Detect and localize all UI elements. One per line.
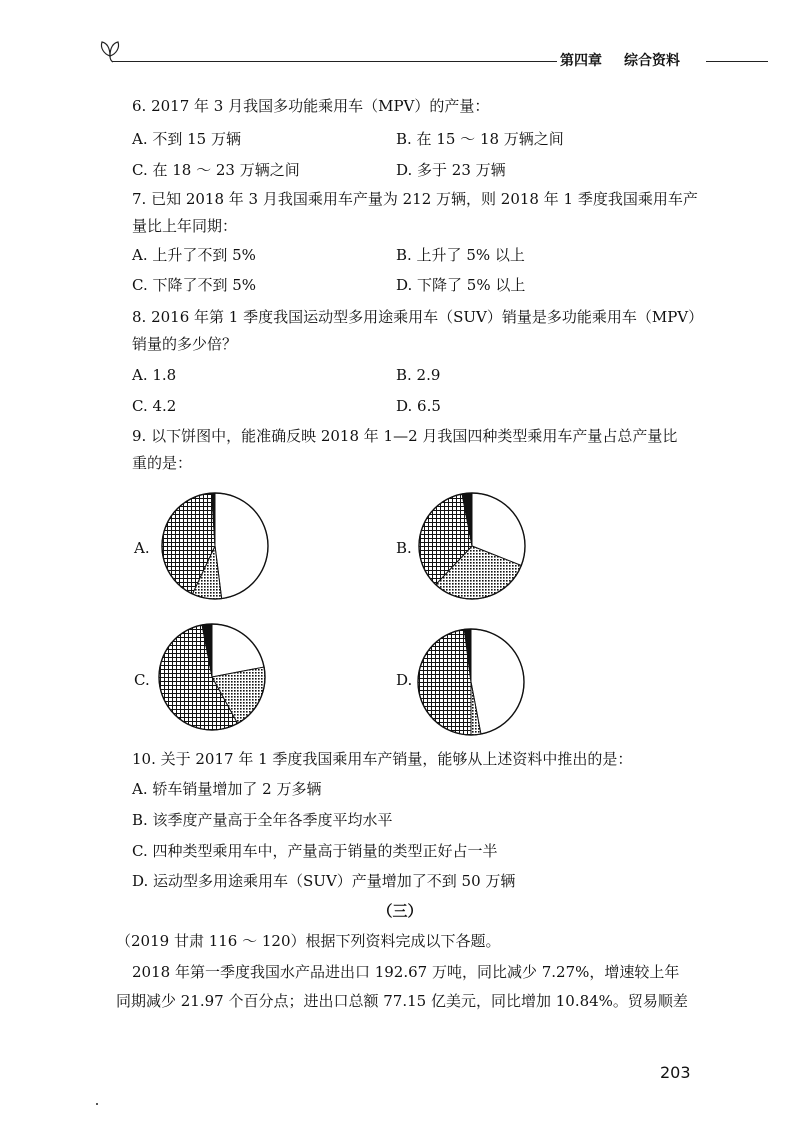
q10-option-b: B. 该季度产量高于全年各季度平均水平 [132, 811, 393, 829]
q10-option-a: A. 轿车销量增加了 2 万多辆 [132, 780, 322, 798]
q8-option-d: D. 6.5 [396, 397, 441, 415]
pie-c-label: C. [134, 671, 150, 689]
pie-d-label: D. [396, 671, 413, 689]
q7-stem-line1: 7. 已知 2018 年 3 月我国乘用车产量为 212 万辆，则 2018 年 1 季度我国乘用车产 [132, 190, 698, 208]
page-number: 203 [660, 1063, 691, 1082]
pie-slice-grid [418, 629, 471, 735]
pie-chart-c [156, 621, 268, 733]
scan-speck [96, 1103, 98, 1105]
q10-stem: 10. 关于 2017 年 1 季度我国乘用车产销量，能够从上述资料中推出的是： [132, 750, 633, 768]
section-source: （2019 甘肃 116 ～ 120）根据下列资料完成以下各题。 [116, 932, 501, 950]
q6-stem: 6. 2017 年 3 月我国多功能乘用车（MPV）的产量： [132, 97, 490, 115]
pie-b-label: B. [396, 539, 412, 557]
q7-option-c: C. 下降了不到 5% [132, 276, 257, 294]
q8-stem-line2: 销量的多少倍？ [132, 335, 238, 353]
section-title: （三） [377, 902, 423, 920]
q7-option-a: A. 上升了不到 5% [132, 246, 256, 264]
pie-slice-white [471, 629, 524, 734]
q6-option-c: C. 在 18 ～ 23 万辆之间 [132, 161, 300, 179]
q7-option-d: D. 下降了 5% 以上 [396, 276, 526, 294]
chapter-label: 第四章 [560, 53, 602, 69]
q9-stem-line2: 重的是： [132, 454, 193, 472]
section-paragraph-line1: 2018 年第一季度我国水产品进出口 192.67 万吨，同比减少 7.27%，增速较上年 [132, 963, 680, 981]
header-rule-left [112, 61, 557, 62]
q7-stem-line2: 量比上年同期： [132, 217, 238, 235]
section-paragraph-line2: 同期减少 21.97 个百分点；进出口总额 77.15 亿美元，同比增加 10.84%。贸易顺差 [116, 992, 688, 1010]
header-rule-right [706, 61, 768, 62]
q9-stem-line1: 9. 以下饼图中，能准确反映 2018 年 1—2 月我国四种类型乘用车产量占总产量比 [132, 427, 678, 445]
q7-option-b: B. 上升了 5% 以上 [396, 246, 525, 264]
pie-slice-white [215, 493, 268, 599]
pie-chart-a [159, 490, 271, 602]
q10-option-c: C. 四种类型乘用车中，产量高于销量的类型正好占一半 [132, 842, 498, 860]
q8-option-c: C. 4.2 [132, 397, 177, 415]
q8-option-a: A. 1.8 [132, 366, 177, 384]
q6-option-d: D. 多于 23 万辆 [396, 161, 506, 179]
q6-option-b: B. 在 15 ～ 18 万辆之间 [396, 130, 564, 148]
leaf-icon [96, 36, 124, 64]
pie-a-label: A. [134, 539, 150, 557]
q8-option-b: B. 2.9 [396, 366, 441, 384]
pie-chart-b [416, 490, 528, 602]
q6-option-a: A. 不到 15 万辆 [132, 130, 241, 148]
running-header [560, 50, 680, 70]
q8-stem-line1: 8. 2016 年第 1 季度我国运动型多用途乘用车（SUV）销量是多功能乘用车（MPV） [132, 308, 704, 326]
pie-chart-d [415, 626, 527, 738]
q10-option-d: D. 运动型多用途乘用车（SUV）产量增加了不到 50 万辆 [132, 872, 516, 890]
section-label: 综合资料 [624, 53, 680, 69]
